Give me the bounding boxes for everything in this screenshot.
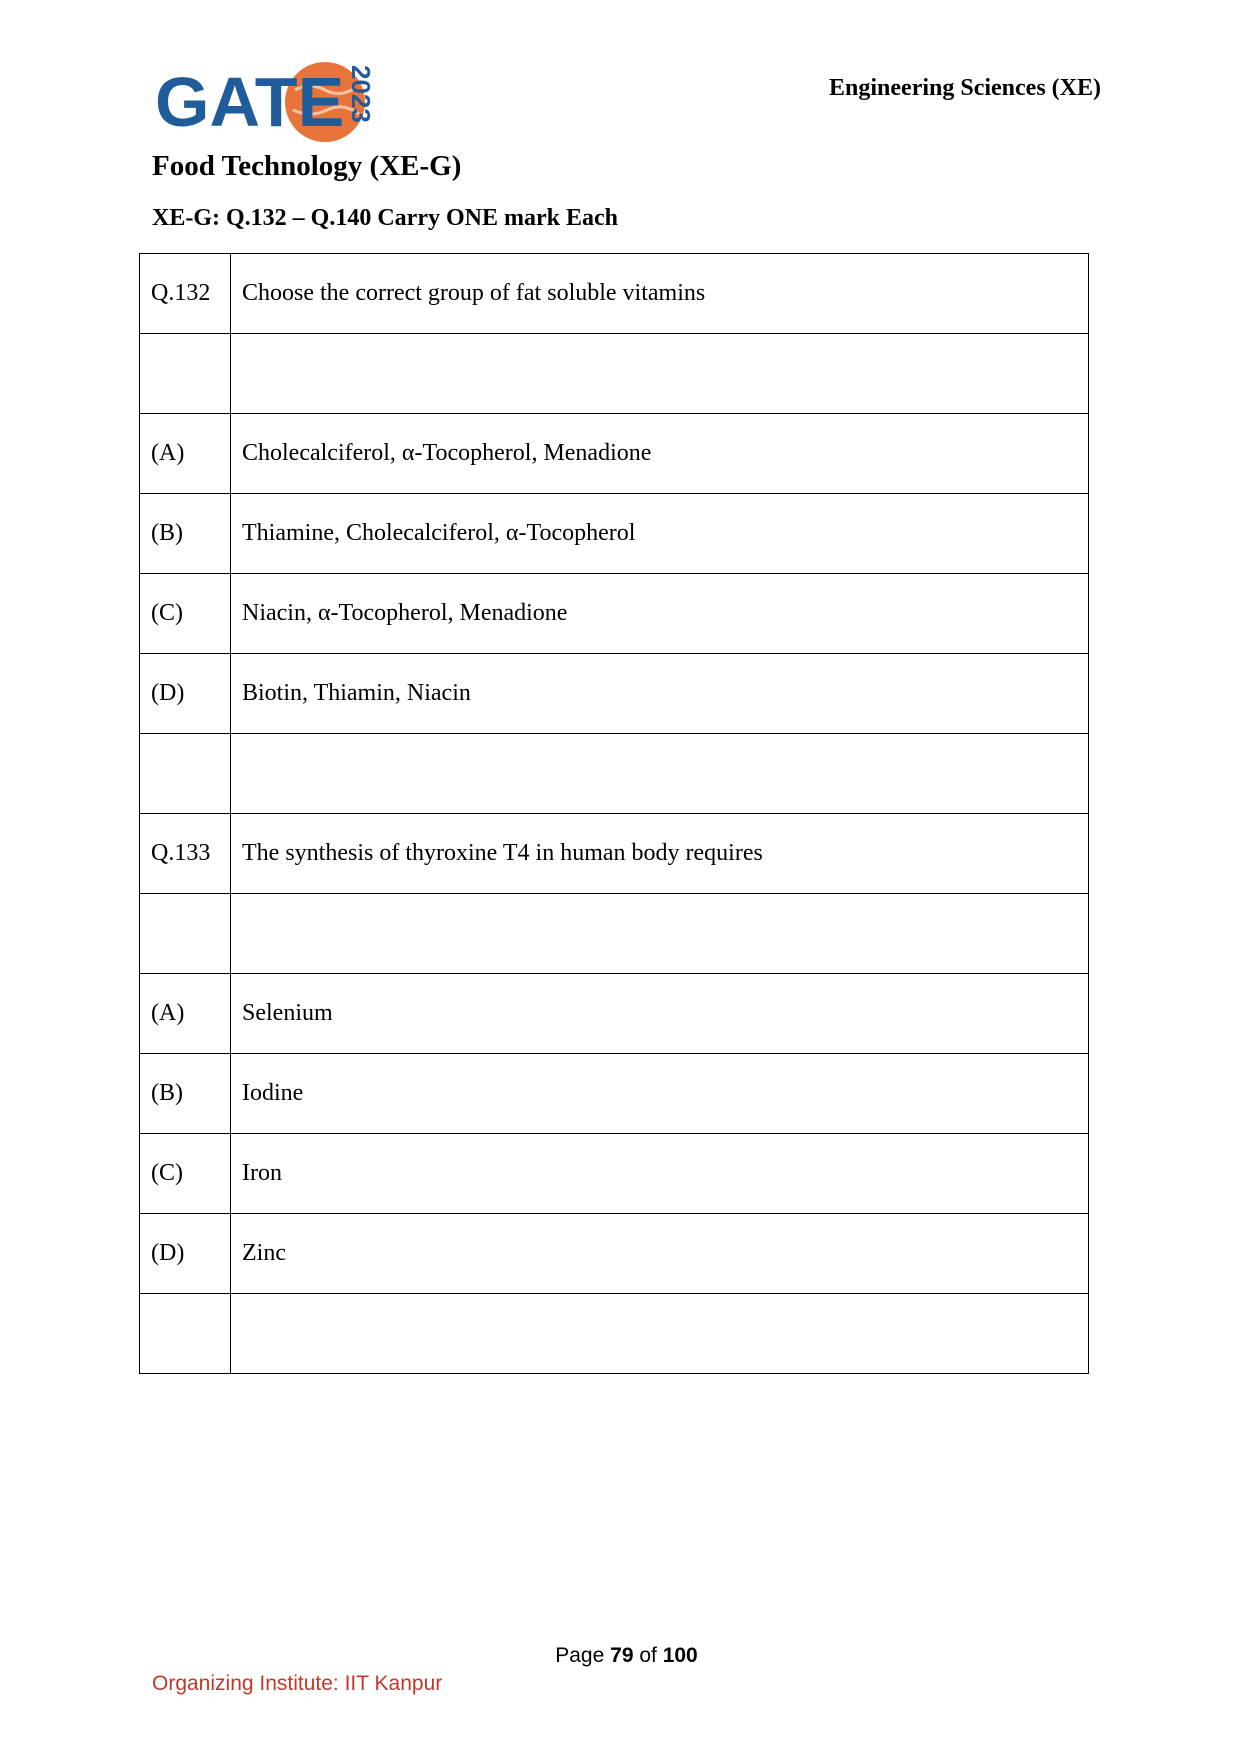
page-number: Page 79 of 100 <box>555 1644 698 1667</box>
question-number-cell: Q.133 <box>140 814 231 894</box>
question-number-cell: (B) <box>140 494 231 574</box>
question-number-cell <box>140 1294 231 1374</box>
section-title: Food Technology (XE-G) <box>152 150 462 182</box>
page-total: 100 <box>662 1644 698 1667</box>
question-text-cell: Iodine <box>231 1054 1089 1134</box>
question-text-cell <box>231 734 1089 814</box>
table-row <box>140 654 1089 734</box>
question-number-cell: (D) <box>140 654 231 734</box>
question-text-cell: Zinc <box>231 1214 1089 1294</box>
logo-gate-text: GATE <box>155 63 345 141</box>
table-row <box>140 734 1089 814</box>
table-row <box>140 1294 1089 1374</box>
question-text-cell: Thiamine, Cholecalciferol, α-Tocopherol <box>231 494 1089 574</box>
table-row <box>140 894 1089 974</box>
question-text-cell: Iron <box>231 1134 1089 1214</box>
question-text-cell <box>231 1294 1089 1374</box>
questions-table <box>139 253 1089 1374</box>
table-row <box>140 414 1089 494</box>
question-number-cell <box>140 734 231 814</box>
question-number-cell <box>140 894 231 974</box>
table-row <box>140 574 1089 654</box>
question-number-cell <box>140 334 231 414</box>
table-row <box>140 494 1089 574</box>
question-text-cell: Cholecalciferol, α-Tocopherol, Menadione <box>231 414 1089 494</box>
table-row <box>140 814 1089 894</box>
marks-heading: XE-G: Q.132 – Q.140 Carry ONE mark Each <box>152 205 618 231</box>
table-row <box>140 1134 1089 1214</box>
organizing-institute: Organizing Institute: IIT Kanpur <box>152 1672 443 1695</box>
question-number-cell: Q.132 <box>140 254 231 334</box>
question-text-cell <box>231 894 1089 974</box>
question-text-cell: Biotin, Thiamin, Niacin <box>231 654 1089 734</box>
question-text-cell: The synthesis of thyroxine T4 in human body requires <box>231 814 1089 894</box>
logo-year-text: 2023 <box>346 65 376 123</box>
question-number-cell: (C) <box>140 574 231 654</box>
gate-2023-logo <box>155 60 376 144</box>
table-row <box>140 1214 1089 1294</box>
page-current: 79 <box>610 1644 634 1667</box>
question-text-cell: Niacin, α-Tocopherol, Menadione <box>231 574 1089 654</box>
question-text-cell: Selenium <box>231 974 1089 1054</box>
question-number-cell: (B) <box>140 1054 231 1134</box>
question-number-cell: (D) <box>140 1214 231 1294</box>
question-number-cell: (C) <box>140 1134 231 1214</box>
question-number-cell: (A) <box>140 974 231 1054</box>
table-row <box>140 974 1089 1054</box>
table-row <box>140 334 1089 414</box>
table-row <box>140 1054 1089 1134</box>
question-number-cell: (A) <box>140 414 231 494</box>
table-row <box>140 254 1089 334</box>
question-text-cell: Choose the correct group of fat soluble vitamins <box>231 254 1089 334</box>
exam-paper-title: Engineering Sciences (XE) <box>829 75 1101 101</box>
question-text-cell <box>231 334 1089 414</box>
